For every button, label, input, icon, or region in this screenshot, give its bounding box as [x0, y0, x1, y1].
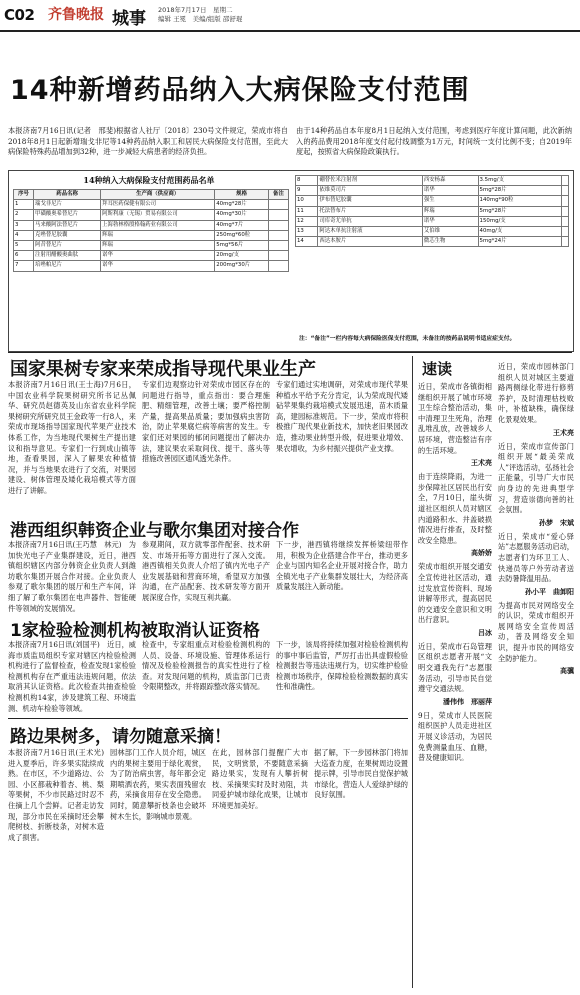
drug-table-note: 注：“备注”一栏内容每大病保险医保支付范围，未备注的按药品说明书适应症支付。: [299, 336, 516, 342]
page-number: C02: [4, 6, 35, 24]
brief-title: 速读: [422, 360, 453, 378]
table-cell: 140mg*90粒: [478, 196, 562, 206]
table-cell: 5mg*56片: [215, 240, 269, 250]
table-header: 规格: [215, 190, 269, 200]
table-cell: 艾伯维: [422, 226, 478, 236]
newspaper-brand: 齐鲁晚报: [48, 7, 104, 23]
table-cell: [562, 216, 569, 226]
table-cell: 13: [296, 226, 318, 236]
article2-headline: 国家果树专家来荣成指导现代果业生产: [10, 359, 316, 380]
table-cell: 12: [296, 216, 318, 226]
table-cell: 司库奇尤单抗: [318, 216, 423, 226]
issue-info: [158, 6, 318, 24]
table-cell: 伊布替尼胶囊: [318, 196, 423, 206]
table-cell: 西达本胺片: [318, 237, 423, 247]
article4-headline: 1家检验检测机构被取消认证资格: [10, 621, 260, 641]
table-row: [296, 196, 569, 206]
article5-col-1: 本报济南7月16日讯(王术光) 进入夏季后，许多果实陆续成熟。在市区，不少道路边、公园、小区都栽种着杏、桃、梨等果树，不少市民路过时忍不住摘上几个尝鲜。记者走访发现，部分市民在采摘时还会攀爬树枝、折断枝条，对树木造成了损害。: [8, 748, 112, 842]
table-header: 生产商（供应商）: [101, 190, 215, 200]
table-cell: [562, 237, 569, 247]
article5-col-2: 园林部门工作人员介绍，城区内的果树主要用于绿化观赏，为了防治病虫害，每年都会定期喷洒农药，果实表面残留农药，采摘食用存在安全隐患。同时，随意攀折枝条也会破坏树木生长，影响城市景观。: [110, 748, 206, 821]
table-cell: 5mg*24片: [478, 237, 562, 247]
brief-column-left: [418, 382, 492, 988]
table-cell: 克唑替尼胶囊: [34, 230, 101, 240]
table-cell: [268, 261, 288, 271]
table-cell: 4: [14, 230, 34, 240]
table-cell: 培唑帕尼片: [34, 261, 101, 271]
table-row: [14, 261, 289, 271]
brief-item: 荣成市组织开展交通安全宣传进社区活动，通过发放宣传资料、现场讲解等形式，提高居民的交通安全意识和文明出行意识。: [418, 562, 492, 625]
table-cell: 拜耳医药保健有限公司: [101, 200, 215, 210]
section-name: 城事: [112, 9, 146, 29]
table-cell: 辉瑞: [101, 240, 215, 250]
table-cell: 3.5mg/支: [478, 176, 562, 186]
table-cell: 依维莫司片: [318, 186, 423, 196]
brief-item: 近日，荣成市“爱心驿站”志愿服务活动启动，志愿者们为环卫工人、快递员等户外劳动者送去防暑降温用品。: [498, 531, 574, 584]
table-row: [14, 210, 289, 220]
table-cell: 7: [14, 261, 34, 271]
table-cell: 托法替布片: [318, 206, 423, 216]
table-cell: 11: [296, 206, 318, 216]
table-cell: 辉瑞: [101, 230, 215, 240]
table-cell: [268, 251, 288, 261]
table-cell: 注射用醋酸奥曲肽: [34, 251, 101, 261]
table-cell: 40mg*7片: [215, 220, 269, 230]
table-cell: 9: [296, 186, 318, 196]
table-cell: 40mg/支: [478, 226, 562, 236]
article1-paragraph-2: 由于14种药品自本年度8月1日起纳入支付范围，考虑到医疗年度计算问题，此次新纳入的药品费用2018年度支付起付线调整为1万元，时间统一支付比例不变；自2019年度起，按照省大病保险政策执行。: [296, 126, 572, 157]
table-cell: 1: [14, 200, 34, 210]
table-cell: 马来酸阿法替尼片: [34, 220, 101, 230]
table-cell: 诺华: [422, 216, 478, 226]
table-row: [14, 220, 289, 230]
table-cell: [268, 230, 288, 240]
table-cell: [562, 226, 569, 236]
article2-col-1: 本报济南7月16日讯(王士海)7月6日，中国农业科学院果树研究所书记丛佩华、研究员赵德英及山东省农业科学院果树研究所研究员王金政等一行8人，来荣成市现场指导国家现代苹果产业技术体系工作，为当地现代果树生产提出建议和指导意见。专家们一行到成山镇等地，查看果园，深入了解果农种植情况，并与当地果农进行了交流，对果园建设、树体管理及矮化栽培模式等方面进行了讲解。: [8, 380, 136, 495]
brief-byline: 孙小平 曲卸阳: [525, 587, 574, 596]
table-header: 药品名称: [34, 190, 101, 200]
brief-column-right: [498, 362, 574, 988]
table-cell: [562, 186, 569, 196]
table-cell: 瑞戈非尼片: [34, 200, 101, 210]
drug-table-right: [295, 175, 569, 247]
table-row: [296, 206, 569, 216]
table-cell: [268, 240, 288, 250]
brief-item: 由于连续降雨，为进一步保障社区居民出行安全，7月10日，崖头街道社区组织人员对辖区内道路积水、井盖破损情况进行排查，及时整改安全隐患。: [418, 472, 492, 545]
column-divider: [412, 356, 413, 988]
brief-byline: 高骥: [560, 667, 574, 676]
article2-col-3: 专家们通过实地调研，对荣成市现代苹果种植水平给予充分肯定，认为荣成现代矮砧苹果集约栽培模式发展迅速，苗木质量高，建园标准规范。下一步，荣成市将积极推广现代果业新技术，加快老旧果园改造，推动果业转型升级，促进果业增效、果农增收，为乡村振兴提供产业支撑。: [276, 380, 408, 453]
table-cell: [268, 200, 288, 210]
article5-col-4: 据了解，下一步园林部门将加大巡查力度，在果树周边设置提示牌，引导市民自觉保护城市绿化，营造人人爱绿护绿的良好氛围。: [314, 748, 408, 800]
table-cell: 辉瑞: [422, 206, 478, 216]
table-cell: 250mg*60粒: [215, 230, 269, 240]
table-cell: 8: [296, 176, 318, 186]
table-cell: 5mg*28片: [478, 186, 562, 196]
article4-col-3: 下一步，该局将持续加强对检验检测机构的事中事后监管，严厉打击出具虚假检验检测报告等违法违规行为，切实维护检验检测市场秩序，保障检验检测数据的真实性和准确性。: [276, 640, 408, 692]
table-cell: 甲磺酸奥希替尼片: [34, 210, 101, 220]
table-cell: 3: [14, 220, 34, 230]
table-cell: 上海勃林格殷格翰药业有限公司: [101, 220, 215, 230]
table-cell: 5: [14, 240, 34, 250]
article1-headline: 14种新增药品纳入大病保险支付范围: [10, 75, 470, 106]
drug-table-title: 14种纳入大病保险支付范围药品名单: [83, 175, 215, 185]
table-row: [14, 251, 289, 261]
table-row: [296, 226, 569, 236]
brief-item: 近日，荣成市宣传部门组织开展“最美荣成人”评选活动，弘扬社会正能量，引导广大市民向身边的先进典型学习，营造崇德向善的社会氛围。: [498, 441, 574, 515]
article3-col-2: 参观期间，双方就零部件配套、技术研发、市场开拓等方面进行了深入交流。港西镇相关负责人介绍了镇内光电子产业发展基础和营商环境，希望双方加强沟通，在产品配套、技术研发等方面开展深度合作，实现互利共赢。: [142, 540, 270, 602]
table-cell: 诺华: [422, 186, 478, 196]
table-cell: 阿达木单抗注射液: [318, 226, 423, 236]
table-cell: 阿昔替尼片: [34, 240, 101, 250]
brief-item: 为提高市民对网络安全的认识，荣成市组织开展网络安全宣传周活动，普及网络安全知识，提升市民的网络安全防护能力。: [498, 600, 574, 663]
article3-col-3: 下一步，港西镇将继续发挥桥梁纽带作用，积极为企业搭建合作平台，推动更多企业与国内知名企业开展对接合作，助力全镇光电子产业集群发展壮大，为经济高质量发展注入新动能。: [276, 540, 408, 592]
brief-byline: 王术亮: [471, 459, 492, 468]
brief-item: 近日，荣成市各镇街相继组织开展了城市环境卫生综合整治活动，集中清理卫生死角，治理乱堆乱放，改善城乡人居环境，营造整洁有序的生活环境。: [418, 382, 492, 455]
issue-date: 2018年7月17日 星期二: [158, 6, 233, 14]
brief-item: 近日，荣成市园林部门组织人员对城区主要道路两侧绿化带进行修剪养护，及时清理枯枝败叶，补植缺株，确保绿化景观效果。: [498, 362, 574, 424]
table-row: [14, 240, 289, 250]
article3-headline: 港西组织韩资企业与歌尔集团对接合作: [10, 521, 299, 541]
article1-paragraph-1: 本报济南7月16日讯(记者 邢斐)根据省人社厅〔2018〕230号文件规定，荣成市将自2018年8月1日起新增瑞戈非尼等14种药品纳入职工和居民大病保险支付范围，至此大病保险特殊药品增加到32种，进一步减轻大病患者的经济负担。: [8, 126, 288, 157]
table-cell: 20mg/支: [215, 251, 269, 261]
table-cell: [268, 220, 288, 230]
table-cell: 10: [296, 196, 318, 206]
table-row: [296, 237, 569, 247]
issue-editors: 编辑 王冕 美编/组版 邵舒琨: [158, 15, 243, 23]
table-row: [296, 216, 569, 226]
table-cell: 40mg*30片: [215, 210, 269, 220]
table-cell: [268, 210, 288, 220]
table-cell: 200mg*30片: [215, 261, 269, 271]
article2-col-2: 专家们边观察边针对荣成市园区存在的问题进行指导，重点指出：要合理施肥、精细管理，改善土壤；要严格控制产量，提高果品质量；要加强病虫害防治，防止苹果腐烂病等病害的发生。专家们还对果园的郁闭问题提出了解决办法，建议果农采取间伐、提干、落头等措施改善园区通风透光条件。: [142, 380, 270, 464]
table-cell: 14: [296, 237, 318, 247]
drug-table-left: [13, 189, 289, 272]
table-row: [14, 230, 289, 240]
table-cell: 西安杨森: [422, 176, 478, 186]
article3-col-1: 本报济南7月16日讯(王巧慧 林元) 为加快光电子产业集群建设，近日，港西镇组织辖区内部分韩资企业负责人到潍坊歌尔集团开展合作对接。企业负责人参观了歌尔集团的展厅和生产车间，详细了解了歌尔集团在电声器件、智能硬件等领域的发展情况。: [8, 540, 136, 613]
article4-col-2: 检查中，专家组重点对检验检测机构的人员、设备、环境设施、管理体系运行情况及检验检测报告的真实性进行了检查。对发现问题的机构，质监部门已责令限期整改，并将跟踪整改落实情况。: [142, 640, 270, 692]
table-cell: 2: [14, 210, 34, 220]
brief-byline: 潘伟伟 邢丽萍: [443, 697, 492, 706]
brief-byline: 高娇娇: [471, 549, 492, 558]
drug-table-continued: [295, 175, 569, 247]
table-cell: 40mg*28片: [215, 200, 269, 210]
drug-table: [13, 189, 289, 272]
table-cell: 微芯生物: [422, 237, 478, 247]
article5-col-3: 在此，园林部门提醒广大市民，文明赏景，不要随意采摘路边果实，发现有人攀折树枝、采摘果实时及时劝阻，共同爱护城市绿化成果，让城市环境更加美好。: [212, 748, 308, 810]
table-cell: 诺华: [101, 261, 215, 271]
divider: [8, 718, 408, 719]
brief-byline: 孙梦 宋斌: [539, 518, 574, 527]
table-cell: [562, 176, 569, 186]
table-cell: 阿斯利康（无锡）贸易有限公司: [101, 210, 215, 220]
table-cell: 硼替佐米注射剂: [318, 176, 423, 186]
drug-list-box: [8, 170, 574, 352]
table-cell: 强生: [422, 196, 478, 206]
brief-byline: 王术亮: [553, 428, 574, 437]
article5-headline: 路边果树多，请勿随意采摘！: [10, 727, 231, 747]
article4-col-1: 本报济南7月16日讯(刘国平) 近日，威海市质监局组织专家对辖区内检验检测机构进行了监督检查，检查发现1家检验检测机构存在严重违法违规问题，依法取消其认证资格。此次检查共抽查检验检测机构14家，涉及建筑工程、环境监测、机动车检验等领域。: [8, 640, 136, 713]
table-cell: 6: [14, 251, 34, 261]
table-cell: 5mg*28片: [478, 206, 562, 216]
table-cell: [562, 206, 569, 216]
table-cell: 150mg/支: [478, 216, 562, 226]
table-row: [14, 200, 289, 210]
table-cell: [562, 196, 569, 206]
table-row: [296, 176, 569, 186]
brief-item: 近日，荣成市石岛管理区组织志愿者开展“文明交通我先行”志愿服务活动，引导市民自觉遵守交通法规。: [418, 641, 492, 694]
table-header: 序号: [14, 190, 34, 200]
brief-item: 9日，荣成市人民医院组织医护人员走进社区开展义诊活动，为居民免费测量血压、血糖，普及健康知识。: [418, 710, 492, 763]
divider: [8, 352, 572, 353]
table-cell: 诺华: [101, 251, 215, 261]
brief-byline: 吕冰: [478, 628, 492, 637]
table-header: 备注: [268, 190, 288, 200]
table-row: [296, 186, 569, 196]
